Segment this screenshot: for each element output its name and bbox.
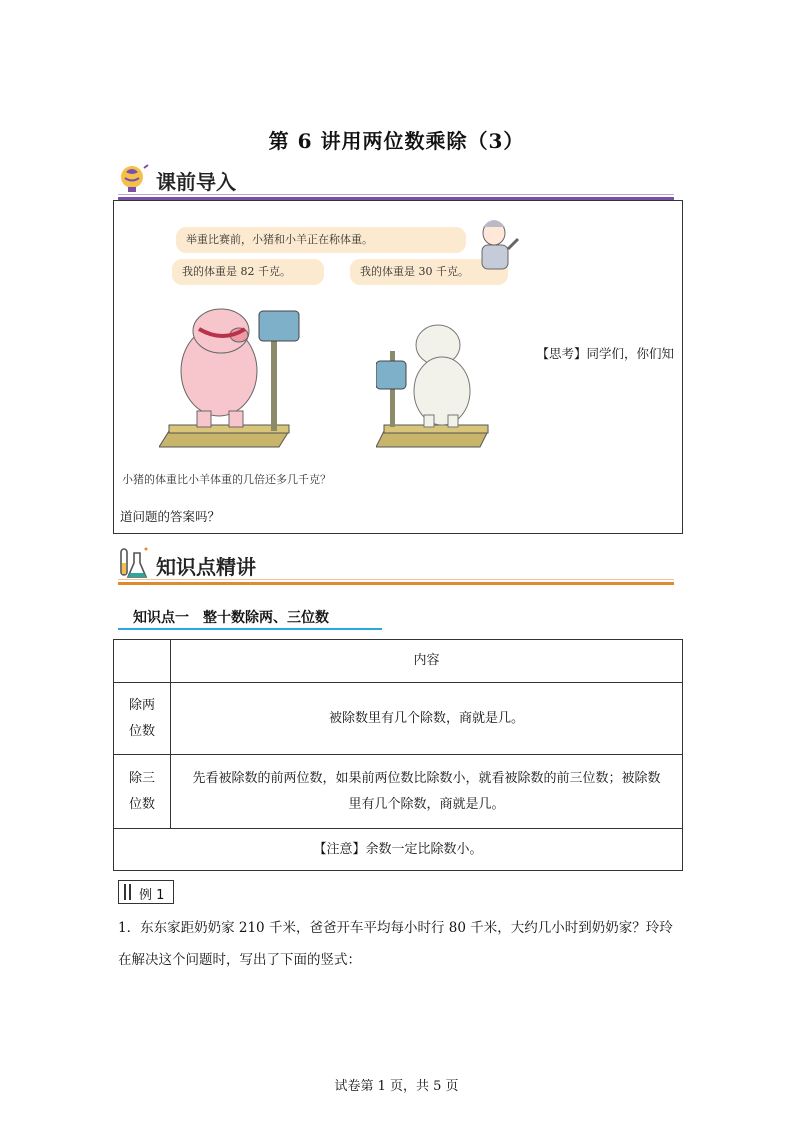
table-note: 【注意】余数一定比除数小。	[114, 829, 683, 871]
speech-bubble-pig: 我的体重是 82 千克。	[172, 259, 324, 285]
table-header-content: 内容	[171, 640, 683, 683]
row-label: 除两 位数	[114, 683, 171, 755]
page-title: 第 6 讲用两位数乘除（3）	[268, 129, 525, 153]
think-prompt: 【思考】同学们，你们知	[536, 346, 674, 361]
section-divider-thin	[118, 579, 674, 580]
example-text	[118, 912, 688, 976]
referee-illustration	[472, 213, 522, 271]
knowledge-table	[113, 639, 683, 871]
table-row	[114, 755, 683, 829]
section-header-intro	[118, 160, 674, 200]
speech-bubble-top: 举重比赛前，小猪和小羊正在称体重。	[176, 227, 466, 253]
pig-on-scale-illustration	[159, 301, 329, 461]
question-caption: 小猪的体重比小羊体重的几倍还多几千克？	[122, 473, 331, 486]
example-line-1: 1．东东家距奶奶家 210 千米，爸爸开车平均每小时行 80 千米，大约几小时到奶奶家？玲玲	[118, 920, 673, 936]
think-prompt-tail: 道问题的答案吗？	[120, 509, 221, 524]
example-label-box	[118, 880, 174, 904]
flask-icon	[118, 545, 152, 583]
example-line-2: 在解决这个问题时，写出了下面的竖式：	[118, 952, 361, 968]
sheep-on-scale-illustration	[376, 311, 516, 461]
section-divider-thin	[118, 194, 674, 195]
section-divider	[118, 582, 674, 585]
row-content: 被除数里有几个除数，商就是几。	[171, 683, 683, 755]
row-label: 除三 位数	[114, 755, 171, 829]
speech-bubble-sheep: 我的体重是 30 千克。	[350, 259, 508, 285]
knowledge-point-title: 知识点一 整十数除两、三位数	[133, 610, 329, 626]
table-row	[114, 683, 683, 755]
page-footer: 试卷第 1 页，共 5 页	[334, 1079, 459, 1094]
table-corner-cell	[114, 640, 171, 683]
knowledge-point-underline	[118, 628, 382, 630]
section-label-intro: 课前导入	[156, 170, 236, 194]
example-label: 例 1	[139, 888, 165, 903]
row-content: 先看被除数的前两位数，如果前两位数比除数小，就看被除数的前三位数；被除数 里有几个除数，商就是几。	[171, 755, 683, 829]
intro-box	[113, 200, 683, 534]
section-label-knowledge: 知识点精讲	[156, 555, 256, 579]
brain-bulb-icon	[118, 162, 150, 196]
section-header-knowledge	[118, 545, 674, 585]
